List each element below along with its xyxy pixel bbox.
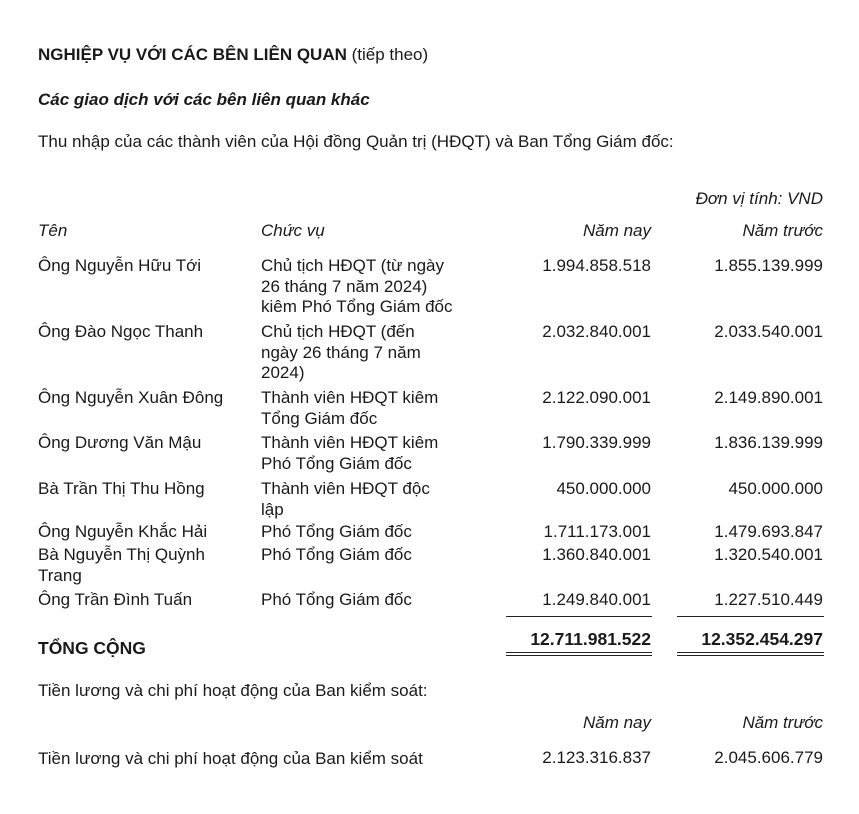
row-previous: 1.836.139.999 [714,433,823,452]
row-current: 1.249.840.001 [542,590,651,609]
row-current: 450.000.000 [556,479,651,498]
row-name: Bà Nguyễn Thị Quỳnh Trang [38,545,205,585]
row-name: Ông Nguyễn Khắc Hải [38,522,208,541]
row-position: Phó Tổng Giám đốc [261,590,412,609]
total-previous: 12.352.454.297 [701,629,823,649]
row-current: 1.790.339.999 [542,433,651,452]
total-underline-previous-1 [677,652,824,653]
header-name: Tên [38,221,68,240]
row-previous: 1.479.693.847 [714,522,823,541]
row-current: 1.994.858.518 [542,256,651,275]
row-previous: 1.320.540.001 [714,545,823,564]
row-name: Ông Trần Đình Tuấn [38,590,193,609]
supervisory-row-current: 2.123.316.837 [542,748,651,767]
subtotal-rule-previous [677,616,824,617]
row-current: 2.032.840.001 [542,322,651,341]
section-title [38,45,428,65]
supervisory-row-previous: 2.045.606.779 [714,748,823,767]
supervisory-intro: Tiền lương và chi phí hoạt động của Ban kiểm soát: [38,681,428,700]
total-underline-current-1 [506,652,652,653]
row-position: Phó Tổng Giám đốc [261,522,412,541]
row-position: Thành viên HĐQT độc lập [261,479,430,519]
row-position: Thành viên HĐQT kiêm Tổng Giám đốc [261,388,439,428]
row-current: 1.360.840.001 [542,545,651,564]
total-underline-previous-2 [677,655,824,656]
supervisory-header-current: Năm nay [582,713,651,732]
row-name: Ông Nguyễn Hữu Tới [38,256,202,275]
subtotal-rule-current [506,616,652,617]
supervisory-header-previous: Năm trước [742,713,823,732]
subsection-title: Các giao dịch với các bên liên quan khác [38,90,370,109]
row-position: Chủ tịch HĐQT (từ ngày 26 tháng 7 năm 2024) kiêm Phó Tổng Giám đốc [261,256,453,316]
row-previous: 2.033.540.001 [714,322,823,341]
total-underline-current-2 [506,655,652,656]
row-position: Thành viên HĐQT kiêm Phó Tổng Giám đốc [261,433,439,473]
row-current: 1.711.173.001 [543,522,651,541]
row-name: Bà Trần Thị Thu Hồng [38,479,205,498]
intro-text: Thu nhập của các thành viên của Hội đồng Quản trị (HĐQT) và Ban Tổng Giám đốc: [38,132,674,151]
row-current: 2.122.090.001 [542,388,651,407]
unit-label: Đơn vị tính: VND [695,189,823,208]
row-position: Phó Tổng Giám đốc [261,545,412,564]
row-name: Ông Nguyễn Xuân Đông [38,388,224,407]
row-name: Ông Đào Ngọc Thanh [38,322,204,341]
header-position: Chức vụ [261,221,325,240]
row-name: Ông Dương Văn Mậu [38,433,202,452]
row-previous: 450.000.000 [728,479,823,498]
total-current: 12.711.981.522 [530,629,651,649]
row-previous: 2.149.890.001 [714,388,823,407]
row-previous: 1.227.510.449 [714,590,823,609]
section-title-suffix: (tiếp theo) [346,45,429,64]
supervisory-row-label: Tiền lương và chi phí hoạt động của Ban kiểm soát [38,749,423,768]
header-current-year: Năm nay [582,221,651,240]
section-title-bold: NGHIỆP VỤ VỚI CÁC BÊN LIÊN QUAN [38,45,347,64]
row-previous: 1.855.139.999 [714,256,823,275]
header-previous-year: Năm trước [742,221,823,240]
row-position: Chủ tịch HĐQT (đến ngày 26 tháng 7 năm 2024) [261,322,421,382]
total-label: TỔNG CỘNG [38,638,146,658]
